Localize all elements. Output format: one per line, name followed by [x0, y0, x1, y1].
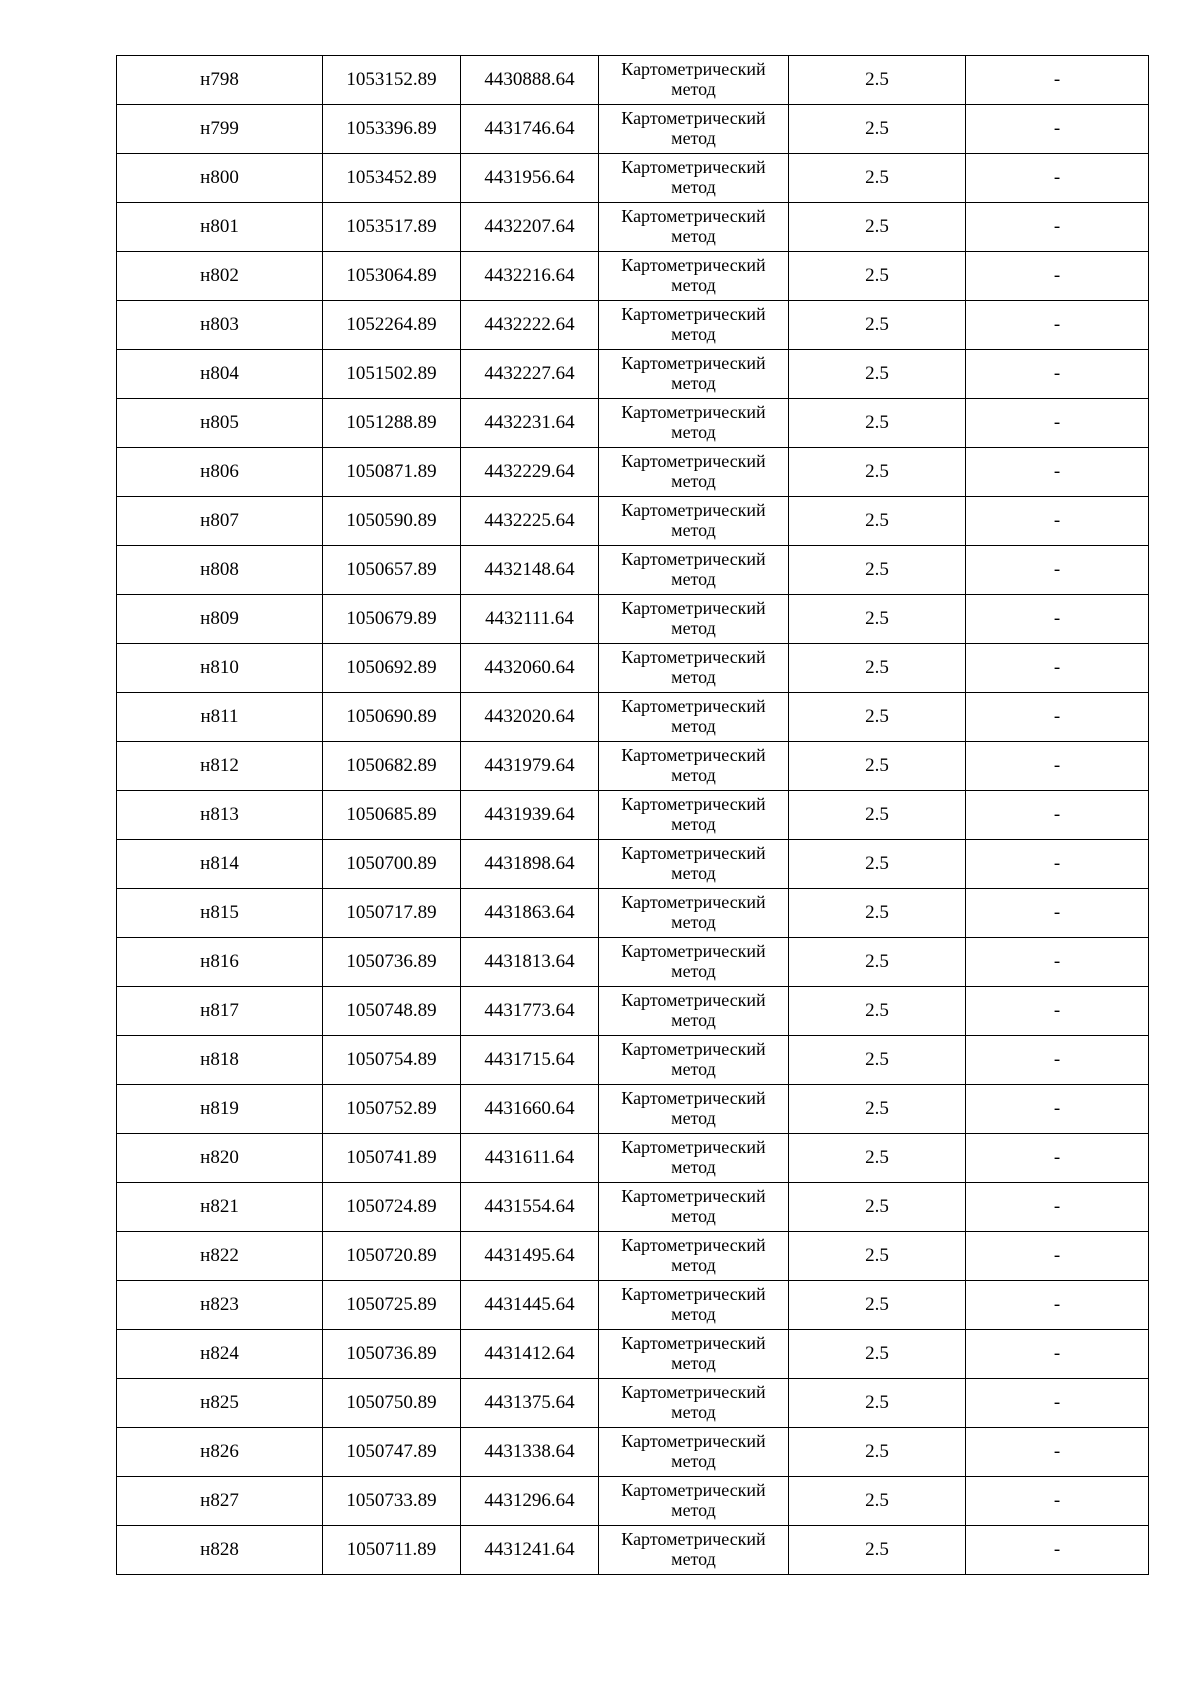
accuracy-cell: 2.5	[789, 203, 966, 252]
description-cell: -	[966, 1036, 1149, 1085]
description-cell: -	[966, 1134, 1149, 1183]
table-row	[117, 546, 1149, 595]
accuracy-cell: 2.5	[789, 742, 966, 791]
point-name-cell: н819	[117, 1085, 323, 1134]
accuracy-cell: 2.5	[789, 1428, 966, 1477]
x-coordinate-cell: 1050692.89	[323, 644, 461, 693]
method-line-1: Картометрический	[621, 255, 766, 276]
accuracy-cell: 2.5	[789, 399, 966, 448]
y-coordinate-cell: 4431296.64	[461, 1477, 599, 1526]
method-line-1: Картометрический	[621, 1529, 766, 1550]
method-line-2: метод	[671, 177, 716, 197]
point-name-cell: н811	[117, 693, 323, 742]
description-cell: -	[966, 252, 1149, 301]
method-line-1: Картометрический	[621, 304, 766, 325]
method-line-2: метод	[671, 618, 716, 638]
description-cell: -	[966, 1183, 1149, 1232]
method-cell	[599, 1428, 789, 1477]
description-cell: -	[966, 105, 1149, 154]
description-cell: -	[966, 1232, 1149, 1281]
description-cell: -	[966, 840, 1149, 889]
point-name-cell: н807	[117, 497, 323, 546]
x-coordinate-cell: 1050682.89	[323, 742, 461, 791]
point-name-cell: н802	[117, 252, 323, 301]
table-row	[117, 56, 1149, 105]
method-cell	[599, 889, 789, 938]
point-name-cell: н804	[117, 350, 323, 399]
method-cell	[599, 203, 789, 252]
x-coordinate-cell: 1050711.89	[323, 1526, 461, 1575]
x-coordinate-cell: 1050750.89	[323, 1379, 461, 1428]
method-line-1: Картометрический	[621, 500, 766, 521]
y-coordinate-cell: 4431813.64	[461, 938, 599, 987]
method-line-1: Картометрический	[621, 1235, 766, 1256]
method-line-2: метод	[671, 471, 716, 491]
method-line-2: метод	[671, 961, 716, 981]
method-cell	[599, 252, 789, 301]
table-row	[117, 301, 1149, 350]
method-cell	[599, 1330, 789, 1379]
method-line-1: Картометрический	[621, 1382, 766, 1403]
point-name-cell: н809	[117, 595, 323, 644]
method-line-2: метод	[671, 1108, 716, 1128]
coordinates-table	[116, 55, 1149, 1575]
y-coordinate-cell: 4431241.64	[461, 1526, 599, 1575]
method-cell	[599, 56, 789, 105]
table-row	[117, 791, 1149, 840]
y-coordinate-cell: 4431554.64	[461, 1183, 599, 1232]
method-line-2: метод	[671, 422, 716, 442]
x-coordinate-cell: 1050736.89	[323, 1330, 461, 1379]
accuracy-cell: 2.5	[789, 1526, 966, 1575]
y-coordinate-cell: 4432231.64	[461, 399, 599, 448]
method-line-1: Картометрический	[621, 892, 766, 913]
table-row	[117, 203, 1149, 252]
table-row	[117, 1036, 1149, 1085]
method-line-2: метод	[671, 1353, 716, 1373]
y-coordinate-cell: 4431412.64	[461, 1330, 599, 1379]
accuracy-cell: 2.5	[789, 987, 966, 1036]
description-cell: -	[966, 693, 1149, 742]
method-line-2: метод	[671, 1304, 716, 1324]
method-line-2: метод	[671, 226, 716, 246]
method-line-2: метод	[671, 1255, 716, 1275]
accuracy-cell: 2.5	[789, 350, 966, 399]
y-coordinate-cell: 4431898.64	[461, 840, 599, 889]
method-line-2: метод	[671, 814, 716, 834]
method-line-1: Картометрический	[621, 1039, 766, 1060]
x-coordinate-cell: 1050657.89	[323, 546, 461, 595]
method-cell	[599, 1085, 789, 1134]
accuracy-cell: 2.5	[789, 1477, 966, 1526]
method-line-1: Картометрический	[621, 59, 766, 80]
table-row	[117, 448, 1149, 497]
table-row	[117, 1085, 1149, 1134]
method-cell	[599, 497, 789, 546]
table-row	[117, 154, 1149, 203]
method-cell	[599, 105, 789, 154]
y-coordinate-cell: 4432148.64	[461, 546, 599, 595]
accuracy-cell: 2.5	[789, 1379, 966, 1428]
method-cell	[599, 938, 789, 987]
method-cell	[599, 546, 789, 595]
x-coordinate-cell: 1053152.89	[323, 56, 461, 105]
point-name-cell: н825	[117, 1379, 323, 1428]
y-coordinate-cell: 4432060.64	[461, 644, 599, 693]
table-row	[117, 252, 1149, 301]
description-cell: -	[966, 1428, 1149, 1477]
method-cell	[599, 154, 789, 203]
x-coordinate-cell: 1050690.89	[323, 693, 461, 742]
point-name-cell: н806	[117, 448, 323, 497]
point-name-cell: н799	[117, 105, 323, 154]
method-cell	[599, 1134, 789, 1183]
method-line-1: Картометрический	[621, 1333, 766, 1354]
y-coordinate-cell: 4431495.64	[461, 1232, 599, 1281]
method-line-1: Картометрический	[621, 745, 766, 766]
accuracy-cell: 2.5	[789, 546, 966, 595]
y-coordinate-cell: 4432216.64	[461, 252, 599, 301]
description-cell: -	[966, 1330, 1149, 1379]
table-row	[117, 742, 1149, 791]
x-coordinate-cell: 1050752.89	[323, 1085, 461, 1134]
method-line-1: Картометрический	[621, 206, 766, 227]
x-coordinate-cell: 1053064.89	[323, 252, 461, 301]
description-cell: -	[966, 791, 1149, 840]
y-coordinate-cell: 4431611.64	[461, 1134, 599, 1183]
table-row	[117, 350, 1149, 399]
method-cell	[599, 693, 789, 742]
description-cell: -	[966, 595, 1149, 644]
table-row	[117, 595, 1149, 644]
x-coordinate-cell: 1053517.89	[323, 203, 461, 252]
method-cell	[599, 987, 789, 1036]
method-line-2: метод	[671, 1549, 716, 1569]
description-cell: -	[966, 889, 1149, 938]
table-row	[117, 105, 1149, 154]
description-cell: -	[966, 497, 1149, 546]
method-line-2: метод	[671, 373, 716, 393]
method-line-1: Картометрический	[621, 353, 766, 374]
accuracy-cell: 2.5	[789, 301, 966, 350]
accuracy-cell: 2.5	[789, 1232, 966, 1281]
accuracy-cell: 2.5	[789, 644, 966, 693]
method-line-2: метод	[671, 520, 716, 540]
y-coordinate-cell: 4431939.64	[461, 791, 599, 840]
method-line-1: Картометрический	[621, 1431, 766, 1452]
point-name-cell: н815	[117, 889, 323, 938]
method-line-2: метод	[671, 1059, 716, 1079]
accuracy-cell: 2.5	[789, 840, 966, 889]
y-coordinate-cell: 4432111.64	[461, 595, 599, 644]
method-line-1: Картометрический	[621, 1186, 766, 1207]
method-cell	[599, 1477, 789, 1526]
method-cell	[599, 399, 789, 448]
method-line-1: Картометрический	[621, 402, 766, 423]
method-line-1: Картометрический	[621, 1284, 766, 1305]
description-cell: -	[966, 203, 1149, 252]
point-name-cell: н824	[117, 1330, 323, 1379]
accuracy-cell: 2.5	[789, 1134, 966, 1183]
description-cell: -	[966, 644, 1149, 693]
table-row	[117, 1477, 1149, 1526]
method-line-2: метод	[671, 1206, 716, 1226]
method-line-1: Картометрический	[621, 451, 766, 472]
table-row	[117, 840, 1149, 889]
table-row	[117, 1134, 1149, 1183]
x-coordinate-cell: 1050590.89	[323, 497, 461, 546]
table-row	[117, 693, 1149, 742]
x-coordinate-cell: 1051288.89	[323, 399, 461, 448]
point-name-cell: н820	[117, 1134, 323, 1183]
x-coordinate-cell: 1050725.89	[323, 1281, 461, 1330]
method-line-2: метод	[671, 1010, 716, 1030]
table-row	[117, 1281, 1149, 1330]
y-coordinate-cell: 4432020.64	[461, 693, 599, 742]
method-cell	[599, 301, 789, 350]
method-line-1: Картометрический	[621, 647, 766, 668]
point-name-cell: н818	[117, 1036, 323, 1085]
y-coordinate-cell: 4431746.64	[461, 105, 599, 154]
table-row	[117, 1428, 1149, 1477]
description-cell: -	[966, 1085, 1149, 1134]
y-coordinate-cell: 4431375.64	[461, 1379, 599, 1428]
description-cell: -	[966, 546, 1149, 595]
table-row	[117, 399, 1149, 448]
method-cell	[599, 791, 789, 840]
method-cell	[599, 595, 789, 644]
point-name-cell: н803	[117, 301, 323, 350]
method-line-1: Картометрический	[621, 843, 766, 864]
method-line-2: метод	[671, 128, 716, 148]
description-cell: -	[966, 154, 1149, 203]
x-coordinate-cell: 1050685.89	[323, 791, 461, 840]
method-line-1: Картометрический	[621, 696, 766, 717]
method-cell	[599, 742, 789, 791]
y-coordinate-cell: 4430888.64	[461, 56, 599, 105]
x-coordinate-cell: 1050720.89	[323, 1232, 461, 1281]
y-coordinate-cell: 4431773.64	[461, 987, 599, 1036]
method-line-1: Картометрический	[621, 1137, 766, 1158]
point-name-cell: н817	[117, 987, 323, 1036]
method-line-2: метод	[671, 716, 716, 736]
accuracy-cell: 2.5	[789, 1085, 966, 1134]
method-cell	[599, 644, 789, 693]
accuracy-cell: 2.5	[789, 791, 966, 840]
method-line-2: метод	[671, 569, 716, 589]
method-line-2: метод	[671, 1451, 716, 1471]
x-coordinate-cell: 1050754.89	[323, 1036, 461, 1085]
point-name-cell: н805	[117, 399, 323, 448]
x-coordinate-cell: 1052264.89	[323, 301, 461, 350]
method-line-2: метод	[671, 863, 716, 883]
accuracy-cell: 2.5	[789, 1330, 966, 1379]
x-coordinate-cell: 1050679.89	[323, 595, 461, 644]
x-coordinate-cell: 1051502.89	[323, 350, 461, 399]
table-row	[117, 1232, 1149, 1281]
point-name-cell: н800	[117, 154, 323, 203]
description-cell: -	[966, 1526, 1149, 1575]
table-row	[117, 1183, 1149, 1232]
description-cell: -	[966, 399, 1149, 448]
method-line-2: метод	[671, 275, 716, 295]
y-coordinate-cell: 4431715.64	[461, 1036, 599, 1085]
method-line-1: Картометрический	[621, 598, 766, 619]
method-cell	[599, 448, 789, 497]
method-line-1: Картометрический	[621, 1480, 766, 1501]
y-coordinate-cell: 4432229.64	[461, 448, 599, 497]
accuracy-cell: 2.5	[789, 105, 966, 154]
accuracy-cell: 2.5	[789, 154, 966, 203]
point-name-cell: н822	[117, 1232, 323, 1281]
method-line-1: Картометрический	[621, 157, 766, 178]
accuracy-cell: 2.5	[789, 1281, 966, 1330]
point-name-cell: н827	[117, 1477, 323, 1526]
point-name-cell: н801	[117, 203, 323, 252]
x-coordinate-cell: 1050736.89	[323, 938, 461, 987]
description-cell: -	[966, 938, 1149, 987]
x-coordinate-cell: 1050717.89	[323, 889, 461, 938]
y-coordinate-cell: 4432225.64	[461, 497, 599, 546]
method-cell	[599, 840, 789, 889]
accuracy-cell: 2.5	[789, 1183, 966, 1232]
method-cell	[599, 1036, 789, 1085]
table-row	[117, 644, 1149, 693]
y-coordinate-cell: 4431979.64	[461, 742, 599, 791]
description-cell: -	[966, 350, 1149, 399]
description-cell: -	[966, 448, 1149, 497]
accuracy-cell: 2.5	[789, 938, 966, 987]
method-line-1: Картометрический	[621, 108, 766, 129]
description-cell: -	[966, 1281, 1149, 1330]
method-line-1: Картометрический	[621, 941, 766, 962]
accuracy-cell: 2.5	[789, 595, 966, 644]
y-coordinate-cell: 4432227.64	[461, 350, 599, 399]
method-line-1: Картометрический	[621, 990, 766, 1011]
accuracy-cell: 2.5	[789, 252, 966, 301]
point-name-cell: н812	[117, 742, 323, 791]
method-line-2: метод	[671, 912, 716, 932]
x-coordinate-cell: 1050700.89	[323, 840, 461, 889]
table-row	[117, 987, 1149, 1036]
method-cell	[599, 350, 789, 399]
point-name-cell: н828	[117, 1526, 323, 1575]
description-cell: -	[966, 1379, 1149, 1428]
y-coordinate-cell: 4431956.64	[461, 154, 599, 203]
accuracy-cell: 2.5	[789, 889, 966, 938]
method-cell	[599, 1232, 789, 1281]
point-name-cell: н826	[117, 1428, 323, 1477]
accuracy-cell: 2.5	[789, 1036, 966, 1085]
table-row	[117, 1379, 1149, 1428]
accuracy-cell: 2.5	[789, 497, 966, 546]
x-coordinate-cell: 1050733.89	[323, 1477, 461, 1526]
point-name-cell: н808	[117, 546, 323, 595]
method-cell	[599, 1281, 789, 1330]
accuracy-cell: 2.5	[789, 56, 966, 105]
method-line-2: метод	[671, 1402, 716, 1422]
accuracy-cell: 2.5	[789, 693, 966, 742]
method-cell	[599, 1379, 789, 1428]
x-coordinate-cell: 1050741.89	[323, 1134, 461, 1183]
method-line-2: метод	[671, 324, 716, 344]
y-coordinate-cell: 4431863.64	[461, 889, 599, 938]
y-coordinate-cell: 4431445.64	[461, 1281, 599, 1330]
method-line-2: метод	[671, 667, 716, 687]
x-coordinate-cell: 1053452.89	[323, 154, 461, 203]
point-name-cell: н810	[117, 644, 323, 693]
method-line-1: Картометрический	[621, 794, 766, 815]
coordinates-table-body	[117, 56, 1149, 1575]
y-coordinate-cell: 4432207.64	[461, 203, 599, 252]
table-row	[117, 497, 1149, 546]
y-coordinate-cell: 4432222.64	[461, 301, 599, 350]
method-line-2: метод	[671, 1157, 716, 1177]
point-name-cell: н823	[117, 1281, 323, 1330]
accuracy-cell: 2.5	[789, 448, 966, 497]
table-row	[117, 889, 1149, 938]
description-cell: -	[966, 1477, 1149, 1526]
method-line-1: Картометрический	[621, 549, 766, 570]
x-coordinate-cell: 1050871.89	[323, 448, 461, 497]
x-coordinate-cell: 1053396.89	[323, 105, 461, 154]
x-coordinate-cell: 1050747.89	[323, 1428, 461, 1477]
table-row	[117, 1526, 1149, 1575]
point-name-cell: н798	[117, 56, 323, 105]
description-cell: -	[966, 301, 1149, 350]
method-cell	[599, 1526, 789, 1575]
point-name-cell: н814	[117, 840, 323, 889]
method-line-2: метод	[671, 79, 716, 99]
point-name-cell: н821	[117, 1183, 323, 1232]
description-cell: -	[966, 56, 1149, 105]
point-name-cell: н813	[117, 791, 323, 840]
method-line-1: Картометрический	[621, 1088, 766, 1109]
description-cell: -	[966, 742, 1149, 791]
method-line-2: метод	[671, 1500, 716, 1520]
y-coordinate-cell: 4431338.64	[461, 1428, 599, 1477]
table-row	[117, 1330, 1149, 1379]
method-cell	[599, 1183, 789, 1232]
method-line-2: метод	[671, 765, 716, 785]
point-name-cell: н816	[117, 938, 323, 987]
table-row	[117, 938, 1149, 987]
x-coordinate-cell: 1050748.89	[323, 987, 461, 1036]
description-cell: -	[966, 987, 1149, 1036]
x-coordinate-cell: 1050724.89	[323, 1183, 461, 1232]
y-coordinate-cell: 4431660.64	[461, 1085, 599, 1134]
